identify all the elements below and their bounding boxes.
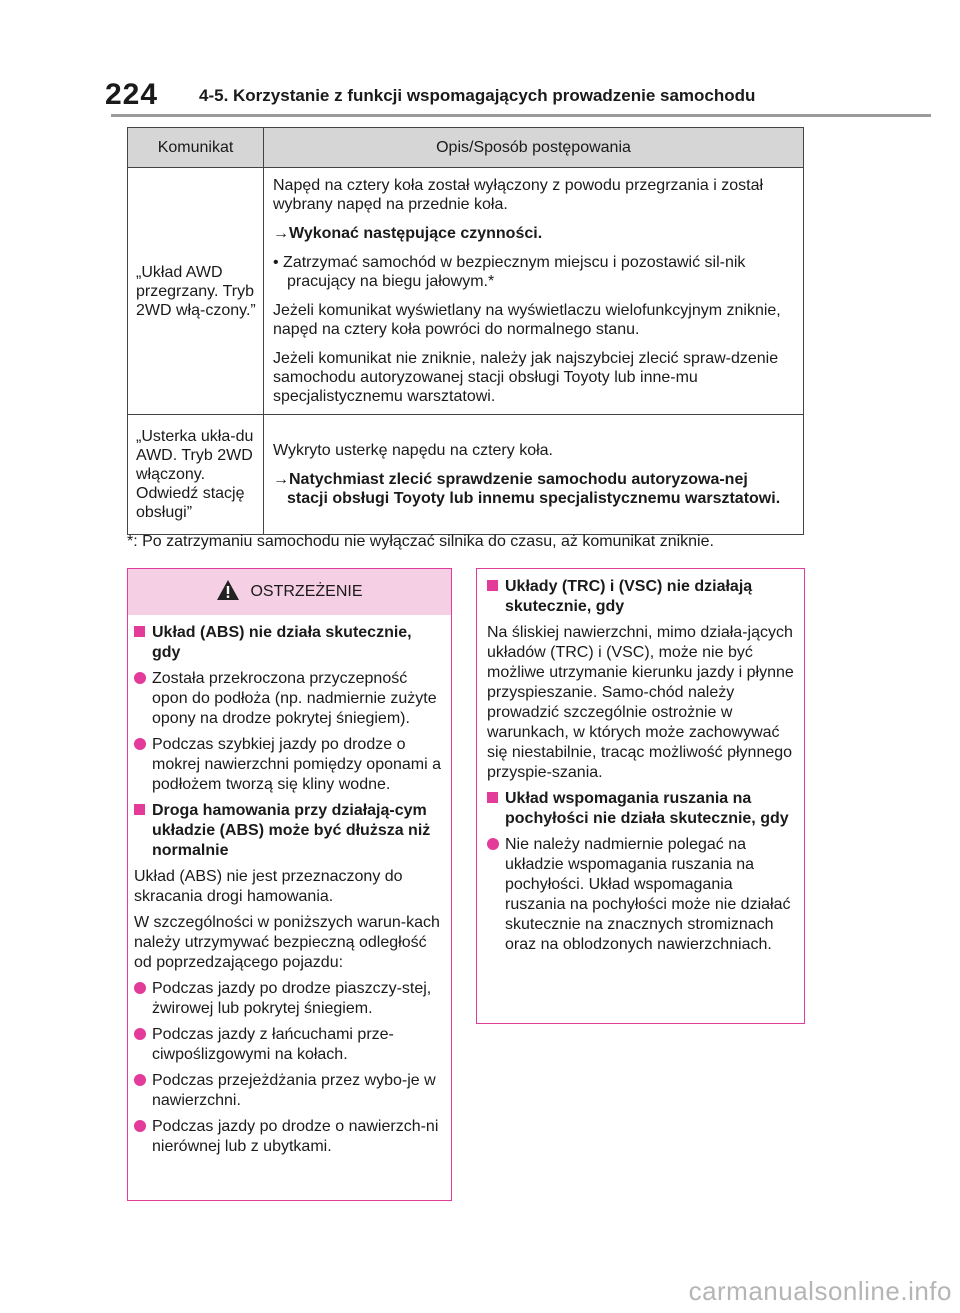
- description-intro: Wykryto usterkę napędu na cztery koła.: [273, 442, 553, 459]
- action-text: Natychmiast zlecić sprawdzenie samochodu autoryzowa-nej stacji obsługi Toyoty lub innemu specjalistycznemu warsztatowi.: [287, 471, 781, 507]
- message-cell: „Układ AWD przegrzany. Tryb 2WD włą-czony.”: [128, 168, 264, 415]
- square-bullet-icon: [487, 792, 498, 803]
- section-heading: [487, 577, 794, 617]
- list-item-text: Podczas jazdy z łańcuchami prze-ciwpoślizgowymi na kołach.: [152, 1026, 394, 1063]
- table-row: [128, 168, 804, 415]
- list-item: [134, 1071, 443, 1111]
- table-row: [128, 415, 804, 535]
- page-number: 224: [105, 78, 159, 111]
- message-cell: „Usterka ukła-du AWD. Tryb 2WD włączony. Odwiedź stację obsługi”: [128, 415, 264, 535]
- warning-body: [128, 623, 451, 1157]
- square-bullet-icon: [134, 626, 145, 637]
- circle-bullet-icon: [134, 738, 146, 750]
- section-heading-text: Układ (ABS) nie działa skutecznie, gdy: [152, 624, 412, 661]
- section-heading-text: Droga hamowania przy działają-cym układzie (ABS) może być dłuższa niż normalnie: [152, 802, 431, 859]
- warning-triangle-icon: [216, 579, 240, 606]
- circle-bullet-icon: [487, 838, 499, 850]
- description-cell: [264, 415, 804, 535]
- list-item-text: Podczas szybkiej jazdy po drodze o mokrej nawierzchni pomiędzy oponami a podłożem tworzą się kliny wodne.: [152, 736, 442, 793]
- description-cell: [264, 168, 804, 415]
- chapter-title: 4-5. Korzystanie z funkcji wspomagających prowadzenie samochodu: [199, 86, 756, 105]
- list-item-text: Podczas jazdy po drodze o nawierzch-ni nierównej lub z ubytkami.: [152, 1118, 439, 1155]
- description-intro: Napęd na cztery koła został wyłączony z powodu przegrzania i został wybrany napęd na przednie koła.: [273, 177, 764, 213]
- info-body: [477, 569, 804, 955]
- circle-bullet-icon: [134, 672, 146, 684]
- action-line: [273, 224, 793, 243]
- list-item: [134, 1025, 443, 1065]
- list-item-text: Podczas przejeżdżania przez wybo-je w nawierzchni.: [152, 1072, 436, 1109]
- arrow-icon: →: [273, 225, 289, 242]
- table-header-row: [128, 128, 804, 168]
- section-heading: [134, 623, 443, 663]
- list-item: [134, 1117, 443, 1157]
- circle-bullet-icon: [134, 1028, 146, 1040]
- section-heading: [134, 801, 443, 861]
- warning-title: OSTRZEŻENIE: [250, 583, 363, 600]
- action-line: [273, 470, 793, 508]
- watermark: carmanualsonline.info: [688, 1276, 952, 1306]
- description-paragraph: Jeżeli komunikat nie zniknie, należy jak najszybciej zlecić spraw-dzenie samochodu autoryzowanej stacji obsługi Toyoty lub inne-mu specjalistycznemu warsztatowi.: [273, 350, 779, 405]
- list-item-text: Podczas jazdy po drodze piaszczy-stej, żwirowej lub pokrytej śniegiem.: [152, 980, 432, 1017]
- list-item: [487, 835, 794, 955]
- description-paragraph: Jeżeli komunikat wyświetlany na wyświetlaczu wielofunkcyjnym zniknie, napęd na cztery koła powróci do normalnego stanu.: [273, 302, 781, 338]
- list-item: [134, 669, 443, 729]
- section-heading-text: Układy (TRC) i (VSC) nie działają skutecznie, gdy: [505, 578, 753, 615]
- square-bullet-icon: [134, 804, 145, 815]
- header-divider: [111, 114, 931, 117]
- bullet-item: • Zatrzymać samochód w bezpiecznym miejscu i pozostawić sil-nik pracujący na biegu jałowym.*: [273, 254, 746, 290]
- arrow-icon: →: [273, 471, 289, 488]
- list-item-text: Została przekroczona przyczepność opon do podłoża (np. nadmiernie zużyte opony na drodze pokrytej śniegiem).: [152, 670, 437, 727]
- list-item: [134, 979, 443, 1019]
- paragraph: W szczególności w poniższych warun-kach należy utrzymywać bezpieczną odległość od poprzedzającego pojazdu:: [134, 914, 440, 971]
- circle-bullet-icon: [134, 1120, 146, 1132]
- square-bullet-icon: [487, 580, 498, 591]
- circle-bullet-icon: [134, 1074, 146, 1086]
- paragraph: Układ (ABS) nie jest przeznaczony do skracania drogi hamowania.: [134, 868, 403, 905]
- list-item-text: Nie należy nadmiernie polegać na układzie wspomagania ruszania na pochyłości. Układ wspomagania ruszania na pochyłości może nie działać skutecznie na znacznych stromiznach oraz na oblodzonych nawierzchniach.: [505, 836, 791, 953]
- col-header-description: Opis/Sposób postępowania: [264, 128, 804, 168]
- section-heading: [487, 789, 794, 829]
- message-table: [127, 127, 804, 535]
- col-header-message: Komunikat: [128, 128, 264, 168]
- info-box: [476, 568, 805, 1024]
- section-heading-text: Układ wspomagania ruszania na pochyłości nie działa skutecznie, gdy: [505, 790, 789, 827]
- warning-header: [128, 569, 451, 615]
- circle-bullet-icon: [134, 982, 146, 994]
- list-item: [134, 735, 443, 795]
- warning-box: [127, 568, 452, 1201]
- action-text: Wykonać następujące czynności.: [289, 225, 543, 242]
- footnote: *: Po zatrzymaniu samochodu nie wyłączać silnika do czasu, aż komunikat zniknie.: [127, 533, 714, 550]
- paragraph: Na śliskiej nawierzchni, mimo działa-jących układów (TRC) i (VSC), może nie być możliwe utrzymanie kierunku jazdy i płynne przyspieszanie. Samo-chód należy prowadzić szczególnie ostrożnie w warunkach, w których może zachowywać się niestabilnie, tracąc możliwość płynnego przyspie-szania.: [487, 624, 794, 781]
